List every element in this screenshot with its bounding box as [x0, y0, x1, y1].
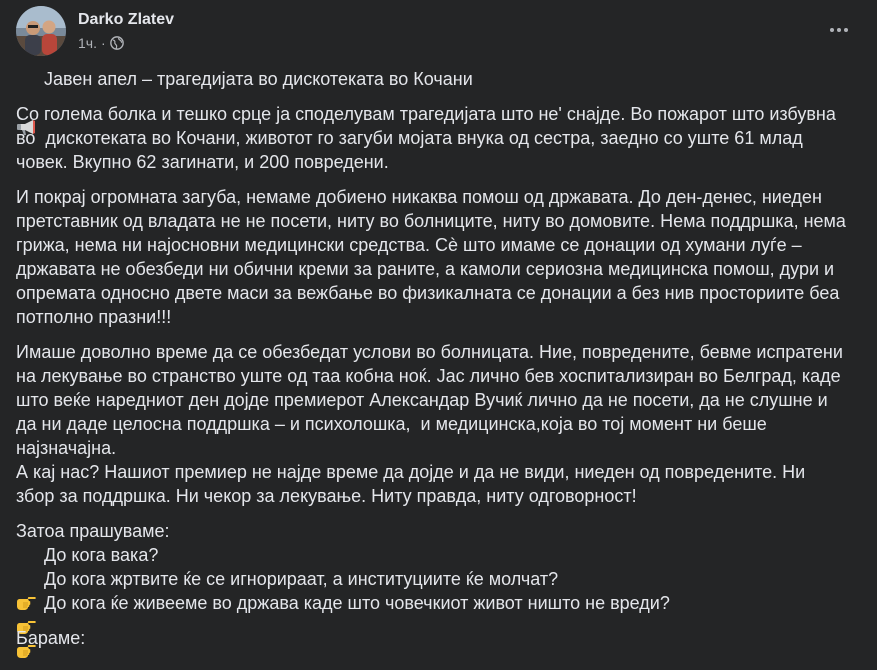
question-item [16, 567, 846, 591]
post-timestamp[interactable]: 1ч. [78, 35, 97, 51]
author-avatar[interactable] [16, 6, 66, 56]
spacer [16, 329, 846, 340]
backhand-index-pointing-right-icon [16, 546, 36, 564]
demands-intro: Бараме: [16, 628, 86, 648]
spacer [16, 174, 846, 185]
paragraph-1: Со голема болка и тешко срце ја споделувам трагедијата што не' снајде. Во пожарот што избувна во дискотеката во Кочани, животот го загуби мојата внука од сестра, заедно со уште 61 млад човек. Вкупно 62 загинати, и 200 повредени. [16, 104, 841, 172]
globe-icon[interactable] [110, 36, 124, 50]
backhand-index-pointing-right-icon [16, 570, 36, 588]
question-text: До кога вака? [44, 545, 159, 565]
more-options-icon [829, 27, 849, 33]
questions-intro: Затоа прашуваме: [16, 521, 170, 541]
question-item [16, 543, 846, 567]
post-meta [78, 10, 174, 52]
avatar-photo [16, 6, 66, 56]
question-text: До кога жртвите ќе се игнорираат, а институциите ќе молчат? [44, 569, 559, 589]
question-text: До кога ќе живееме во држава каде што човечкиот живот ништо не вреди? [44, 593, 670, 613]
spacer [16, 615, 846, 626]
post-subline [78, 34, 174, 52]
paragraph-3: Имаше доволно време да се обезбедат услови во болницата. Ние, повредените, бевме испратени на лекување во странство уште од таа кобна ноќ. Јас лично бев хоспитализиран во Белград, каде што веќе наредниот ден дојде премиерот Александар Вучиќ лично да не посети, да не слушне и да ни даде целосна поддршка – и психолошка, и медицинска,која во тој момент ни беше најзначајна. А кај нас? Нашиот премиер не најде време да дојде и да не види, ниеден од повредените. Ни збор за поддршка. Ни чекор за лекување. Ниту правда, ниту одговорност! [16, 342, 843, 506]
post-title: Јавен апел – трагедијата во дискотеката во Кочани [44, 69, 473, 89]
post-header [16, 6, 174, 56]
author-name[interactable]: Darko Zlatev [78, 11, 175, 28]
more-options-button[interactable] [821, 12, 857, 48]
spacer [16, 91, 846, 102]
megaphone-icon [16, 70, 38, 88]
spacer [16, 508, 846, 519]
post-body [16, 67, 851, 650]
backhand-index-pointing-right-icon [16, 594, 36, 612]
post-title-line [16, 67, 846, 91]
question-item [16, 591, 846, 615]
separator-dot: · [100, 35, 106, 51]
paragraph-2: И покрај огромната загуба, немаме добиено никаква помош од државата. До ден-денес, ниеден претставник од владата не не посети, ниту во болниците, ниту во домовите. Нема поддршка, нема грижа, нема ни најосновни медицински средства. Сè што имаме се донации од хумани луѓе – државата не обезбеди ни обични креми за раните, а камоли сериозна медицинска помош, дури и опремата односно двете маси за вежбање во физикалната се донации а без нив просториите беа потполно празни!!! [16, 187, 851, 327]
